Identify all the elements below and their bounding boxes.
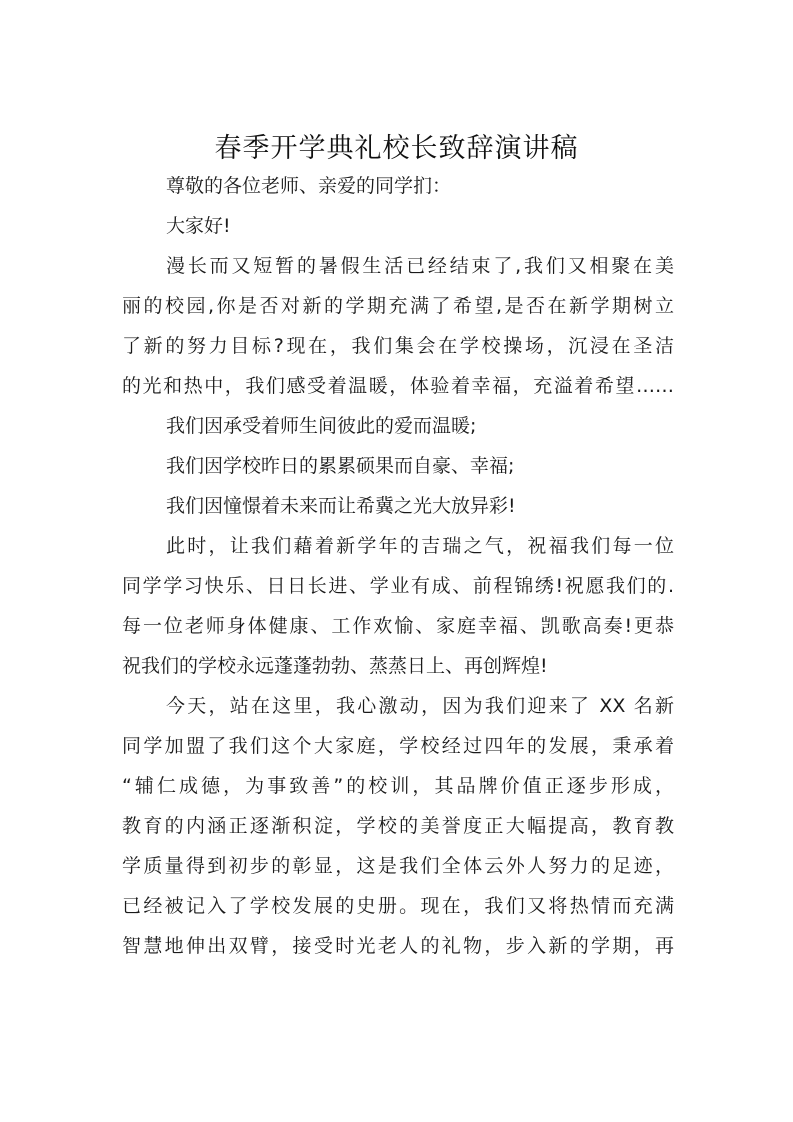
- text-line: 教育的内涵正逐渐积淀，学校的美誉度正大幅提高，教育教: [122, 815, 674, 837]
- text-line: 丽的校园,你是否对新的学期充满了希望,是否在新学期树立: [122, 295, 674, 317]
- text-line: 每一位老师身体健康、工作欢愉、家庭幸福、凯歌高奏!更恭: [122, 615, 674, 637]
- text-line: 同学加盟了我们这个大家庭，学校经过四年的发展，秉承着: [122, 735, 674, 757]
- text-line: 此时，让我们藉着新学年的吉瑞之气，祝福我们每一位: [166, 535, 674, 557]
- document-body: [122, 166, 674, 966]
- text-line: “辅仁成德，为事致善”的校训，其品牌价值正逐步形成，: [122, 775, 674, 797]
- text-line: 我们因憧憬着未来而让希冀之光大放异彩!: [166, 495, 516, 517]
- text-line: 学质量得到初步的彰显，这是我们全体云外人努力的足迹，: [122, 855, 674, 877]
- text-line: 同学学习快乐、日日长进、学业有成、前程锦绣!祝愿我们的.: [122, 575, 674, 597]
- text-line: 今天，站在这里，我心激动，因为我们迎来了 XX 名新: [166, 695, 674, 717]
- text-line: 尊敬的各位老师、亲爱的同学扪：: [166, 175, 452, 197]
- text-line: 了新的努力目标?现在，我们集会在学校操场，沉浸在圣洁: [122, 335, 674, 357]
- text-line: 我们因承受着师生间彼此的爱而温暖;: [166, 415, 477, 437]
- text-line: 已经被记入了学校发展的史册。现在，我们又将热情而充满: [122, 895, 674, 917]
- document-title: 春季开学典礼校长致辞演讲稿: [214, 133, 579, 164]
- text-line: 大家好!: [166, 215, 231, 237]
- text-line: 的光和热中，我们感受着温暖，体验着幸福，充溢着希望……: [122, 375, 674, 397]
- text-line: 智慧地伸出双臂，接受时光老人的礼物，步入新的学期，再: [122, 935, 674, 957]
- text-line: 漫长而又短暂的暑假生活已经结束了,我们又相聚在美: [166, 255, 674, 277]
- text-line: 我们因学校昨日的累累硕果而自豪、幸福;: [166, 455, 515, 477]
- text-line: 祝我们的学校永远蓬蓬勃勃、蒸蒸日上、再创辉煌!: [122, 655, 548, 677]
